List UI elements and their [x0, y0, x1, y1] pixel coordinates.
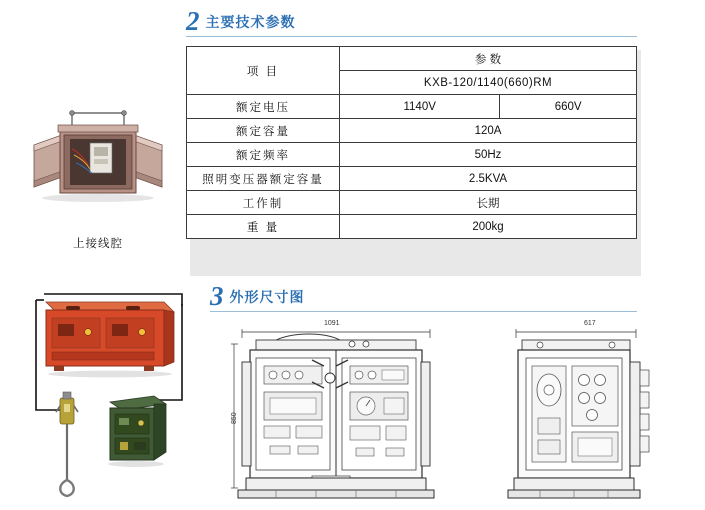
row-value: 50Hz	[340, 143, 637, 167]
cell-model: KXB-120/1140(660)RM	[340, 71, 637, 95]
section-heading-3	[210, 283, 305, 310]
row-label: 额定容量	[187, 119, 340, 143]
section-rule	[186, 36, 637, 37]
header-param: 参 数	[340, 47, 637, 71]
row-value: 1140V	[340, 95, 500, 119]
section-number: 2	[186, 6, 200, 36]
row-value: 200kg	[340, 215, 637, 239]
section-number: 3	[210, 281, 224, 311]
table-header-row	[187, 47, 637, 71]
section-heading-2	[186, 8, 296, 35]
table-row	[187, 119, 637, 143]
row-value: 120A	[340, 119, 637, 143]
section-title: 主要技术参数	[205, 14, 296, 30]
table-row	[187, 191, 637, 215]
row-label: 重 量	[187, 215, 340, 239]
table-row	[187, 95, 637, 119]
row-value: 2.5KVA	[340, 167, 637, 191]
row-label: 额定频率	[187, 143, 340, 167]
section-rule	[210, 311, 637, 312]
figure-caption-upper-wiring-cavity: 上接线腔	[73, 238, 123, 250]
table-row	[187, 143, 637, 167]
row-label: 额定电压	[187, 95, 340, 119]
section-title: 外形尺寸图	[229, 289, 305, 305]
dimension-side-width: 617	[584, 320, 596, 327]
row-value: 长期	[340, 191, 637, 215]
photo-upper-wiring-cavity	[28, 105, 168, 220]
dimension-front-width: 1091	[324, 320, 340, 327]
drawing-side-view	[500, 326, 670, 504]
row-label: 工作制	[187, 191, 340, 215]
photo-system-layout	[14, 280, 194, 505]
row-value: 660V	[500, 95, 637, 119]
drawing-front-view	[216, 326, 456, 504]
spec-table-wrapper	[186, 46, 637, 239]
table-row	[187, 167, 637, 191]
row-label: 照明变压器额定容量	[187, 167, 340, 191]
table-row	[187, 215, 637, 239]
spec-table	[186, 46, 637, 239]
header-item: 项 目	[187, 47, 340, 95]
dimension-front-height: 850	[231, 412, 238, 424]
